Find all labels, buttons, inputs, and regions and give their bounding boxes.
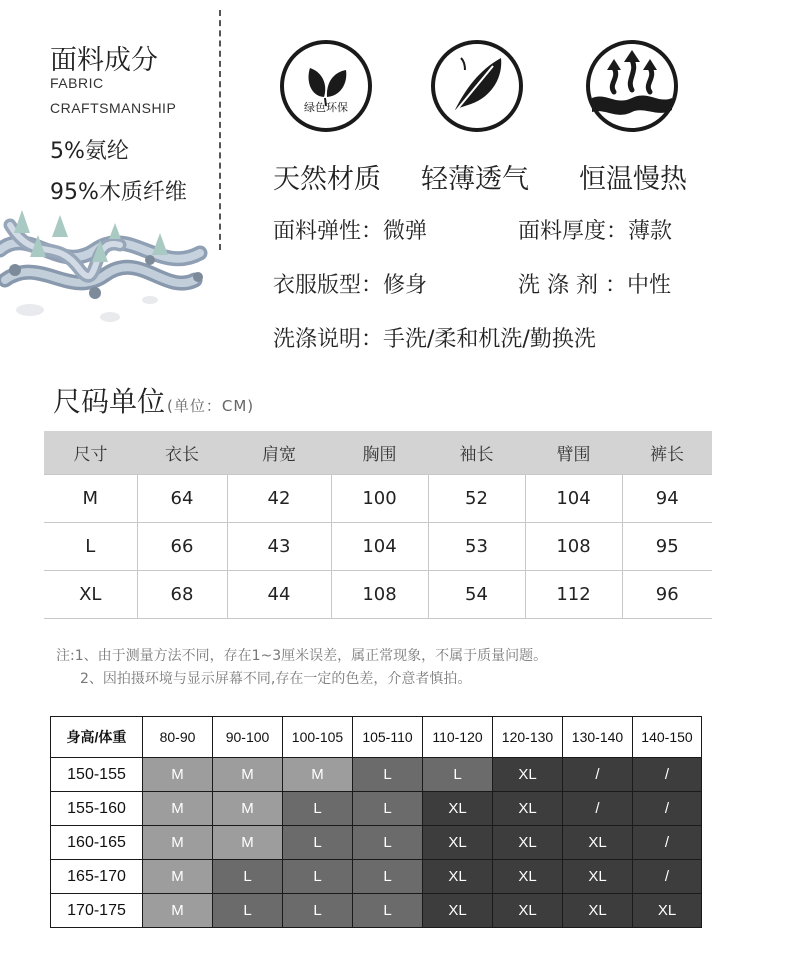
size-cell: L: [283, 792, 353, 826]
size-cell: L: [213, 860, 283, 894]
weight-header: 110-120: [423, 717, 493, 758]
table-cell: 112: [525, 571, 622, 619]
size-cell: L: [353, 860, 423, 894]
size-cell: M: [213, 826, 283, 860]
eco-leaf-icon: [280, 40, 372, 132]
size-cell: M: [143, 758, 213, 792]
spec-detergent: 洗 涤 剂 ：中性: [518, 273, 671, 298]
size-cell: M: [213, 792, 283, 826]
header-length: 衣长: [137, 431, 227, 475]
fabric-title: 面料成分: [50, 45, 158, 76]
size-cell: /: [633, 758, 702, 792]
spec-thickness: 面料厚度：薄款: [518, 219, 673, 244]
fabric-en-line2: CRAFTSMANSHIP: [50, 100, 177, 116]
size-cell: XL: [423, 860, 493, 894]
size-cell: XL: [563, 826, 633, 860]
size-cell: /: [633, 826, 702, 860]
size-section-title: [53, 380, 254, 420]
size-cell: /: [563, 758, 633, 792]
feature-natural: 天然材质: [273, 164, 381, 195]
table-row: [44, 571, 712, 619]
dashed-divider: [219, 10, 221, 250]
size-table-header: [44, 431, 712, 475]
header-shoulder: 肩宽: [227, 431, 331, 475]
note-line-2: 2、因拍摄环境与显示屏幕不同,存在一定的色差，介意者慎拍。: [80, 671, 472, 687]
fabric-weave-illustration: [0, 205, 210, 330]
size-cell: L: [353, 894, 423, 928]
size-cell: XL: [563, 860, 633, 894]
header-size: 尺寸: [44, 431, 137, 475]
size-cell: L: [283, 894, 353, 928]
recommend-corner: 身高/体重: [51, 717, 143, 758]
weight-header: 105-110: [353, 717, 423, 758]
table-cell: 100: [331, 475, 428, 523]
table-cell: 52: [428, 475, 525, 523]
feature-breathable: 轻薄透气: [421, 164, 529, 195]
fabric-composition-1: 5%氨纶: [50, 139, 129, 164]
weight-header: 140-150: [633, 717, 702, 758]
table-cell: 104: [331, 523, 428, 571]
table-cell: 54: [428, 571, 525, 619]
size-cell: XL: [423, 894, 493, 928]
size-cell: L: [353, 792, 423, 826]
size-cell: L: [423, 758, 493, 792]
table-row: [44, 475, 712, 523]
table-cell: 95: [622, 523, 712, 571]
header-arm: 臂围: [525, 431, 622, 475]
size-cell: XL: [493, 894, 563, 928]
size-cell: M: [143, 860, 213, 894]
weight-header: 130-140: [563, 717, 633, 758]
table-cell: XL: [44, 571, 137, 619]
table-cell: 44: [227, 571, 331, 619]
size-cell: /: [563, 792, 633, 826]
size-cell: L: [283, 860, 353, 894]
feather-icon: [431, 40, 523, 132]
size-recommendation-grid: [50, 716, 702, 928]
height-range: 165-170: [51, 860, 143, 894]
size-cell: /: [633, 860, 702, 894]
height-range: 150-155: [51, 758, 143, 792]
size-cell: L: [213, 894, 283, 928]
size-cell: M: [143, 826, 213, 860]
size-cell: XL: [423, 792, 493, 826]
table-row: [51, 792, 702, 826]
size-cell: XL: [493, 758, 563, 792]
table-cell: 42: [227, 475, 331, 523]
table-cell: 108: [331, 571, 428, 619]
feature-thermal: 恒温慢热: [579, 164, 687, 195]
height-range: 155-160: [51, 792, 143, 826]
table-cell: 104: [525, 475, 622, 523]
table-cell: 53: [428, 523, 525, 571]
header-pants: 裤长: [622, 431, 712, 475]
size-cell: XL: [493, 826, 563, 860]
table-cell: 66: [137, 523, 227, 571]
table-cell: 108: [525, 523, 622, 571]
table-row: [51, 860, 702, 894]
warmth-arrows-icon: [586, 40, 678, 132]
table-row: [51, 758, 702, 792]
table-cell: 64: [137, 475, 227, 523]
size-cell: M: [143, 894, 213, 928]
header-chest: 胸围: [331, 431, 428, 475]
size-cell: M: [143, 792, 213, 826]
spec-fit: 衣服版型：修身: [273, 273, 428, 298]
size-cell: M: [283, 758, 353, 792]
table-cell: 43: [227, 523, 331, 571]
weight-header: 120-130: [493, 717, 563, 758]
table-row: [51, 894, 702, 928]
size-unit: (单位：CM): [167, 397, 255, 415]
table-row: [51, 826, 702, 860]
spec-wash: 洗涤说明：手洗/柔和机洗/勤换洗: [273, 327, 596, 352]
weight-header: 100-105: [283, 717, 353, 758]
size-cell: XL: [493, 792, 563, 826]
fabric-composition-2: 95%木质纤维: [50, 180, 187, 205]
size-cell: L: [353, 758, 423, 792]
table-cell: L: [44, 523, 137, 571]
note-line-1: 注:1、由于测量方法不同，存在1~3厘米误差，属正常现象，不属于质量问题。: [56, 648, 548, 664]
table-cell: 94: [622, 475, 712, 523]
size-cell: /: [633, 792, 702, 826]
size-title-text: 尺码单位: [53, 385, 166, 418]
table-cell: 96: [622, 571, 712, 619]
table-cell: 68: [137, 571, 227, 619]
size-cell: M: [213, 758, 283, 792]
weight-header: 80-90: [143, 717, 213, 758]
eco-label: 绿色环保: [304, 101, 348, 114]
height-range: 160-165: [51, 826, 143, 860]
size-cell: XL: [493, 860, 563, 894]
table-cell: M: [44, 475, 137, 523]
weight-header: 90-100: [213, 717, 283, 758]
size-table: [44, 431, 712, 619]
size-cell: L: [353, 826, 423, 860]
size-cell: XL: [423, 826, 493, 860]
spec-elasticity: 面料弹性：微弹: [273, 219, 428, 244]
header-sleeve: 袖长: [428, 431, 525, 475]
fabric-en-line1: FABRIC: [50, 75, 104, 91]
height-range: 170-175: [51, 894, 143, 928]
size-cell: XL: [633, 894, 702, 928]
recommend-header-row: [51, 717, 702, 758]
size-cell: XL: [563, 894, 633, 928]
table-row: [44, 523, 712, 571]
size-cell: L: [283, 826, 353, 860]
